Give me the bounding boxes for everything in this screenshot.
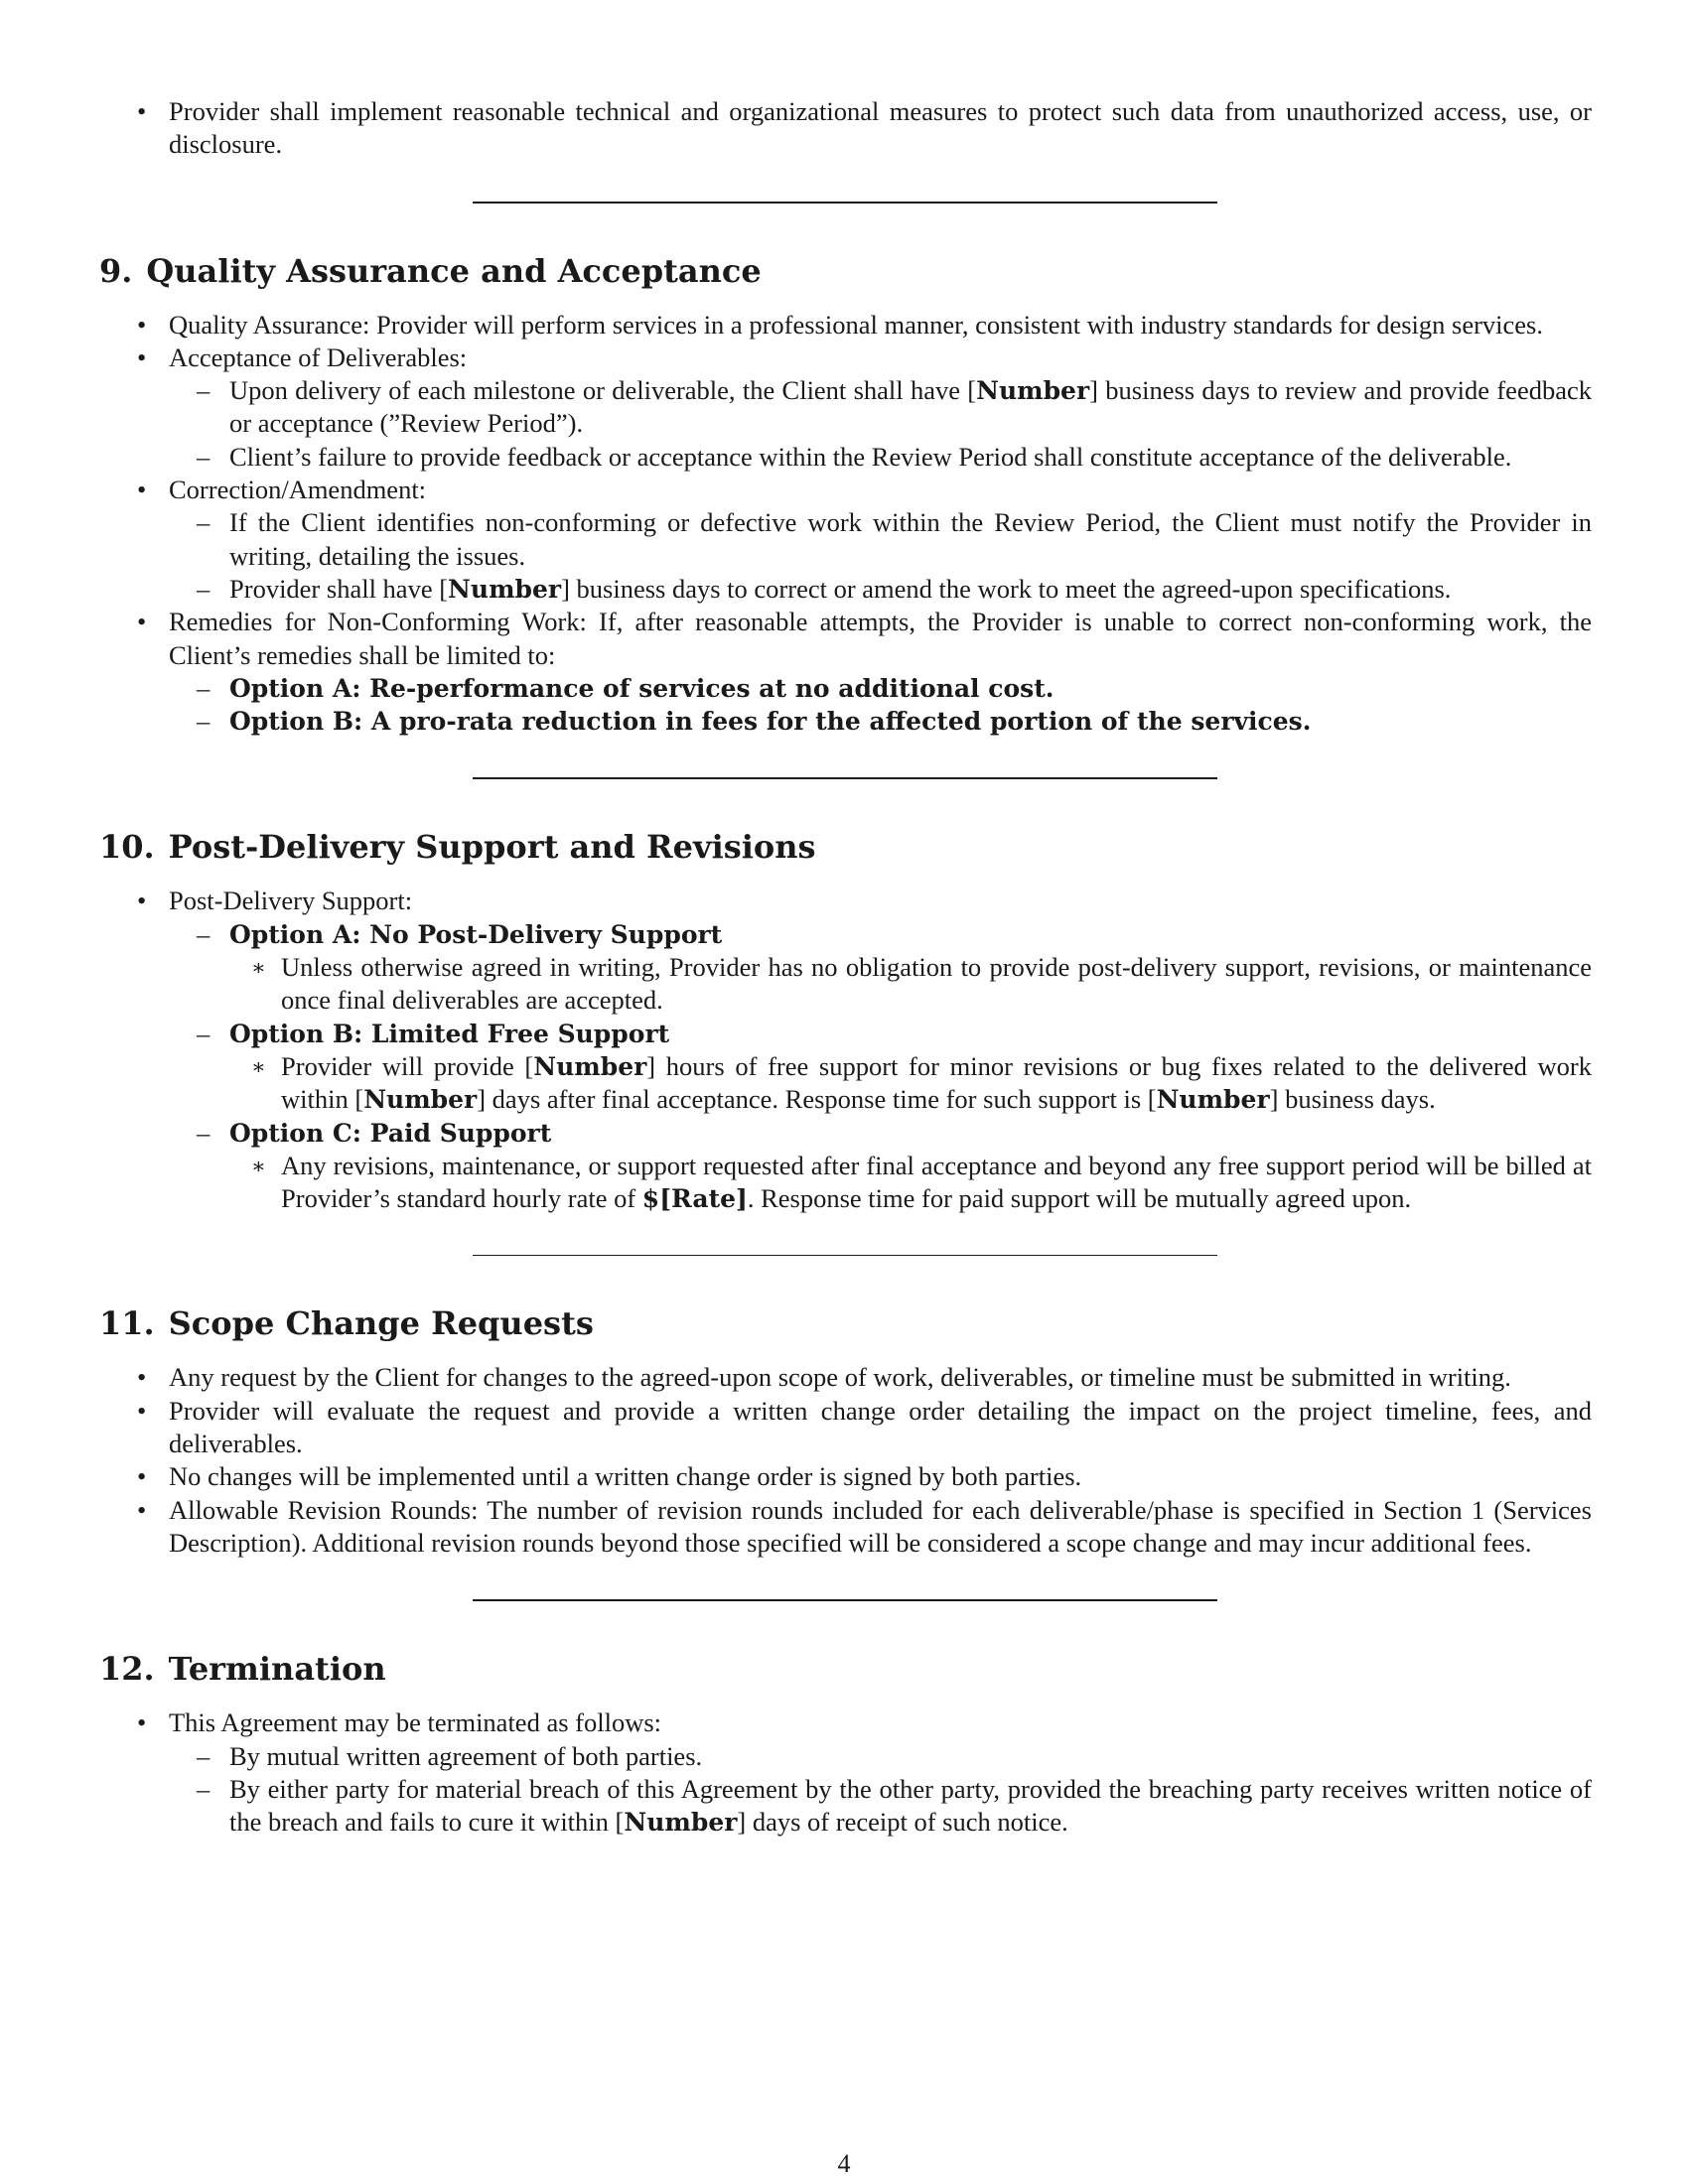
section-10-list — [99, 885, 1592, 1215]
list-item: • No changes will be implemented until a written change order is signed by both parties. — [99, 1460, 1592, 1493]
list-item: • Any request by the Client for changes to the agreed-upon scope of work, deliverables, or timeline must be submitted in writing. — [99, 1361, 1592, 1394]
section-11-heading: 11. Scope Change Requests — [99, 1304, 594, 1343]
list-item: • Quality Assurance: Provider will perform services in a professional manner, consistent with industry standards for design services. — [99, 309, 1592, 341]
document-page — [99, 95, 1592, 1839]
list-item: • Post-Delivery Support: – Option A: No Post-Delivery Support ∗ Unless otherwise agreed in writing, Provider has no obligation to provide post-delivery support, revisions, or maintenance once final deliverables are accepted. – Option B: Limited Free Support ∗ Provider will provide [Number] hours of free support for minor revisions or bug fixes related to the delivered work within [Number] days after final acceptance. Response time for such support is [Number] business days. – Option C: Paid Support ∗ Any revisions, maintenance, or support requested after final acceptance and beyond any free support period will be billed at Provider’s standard hourly rate of $[Rate]. Response time for paid support will be mutually agreed upon. — [99, 885, 1592, 1215]
section-9-heading: 9. Quality Assurance and Acceptance — [99, 251, 762, 290]
section-divider — [473, 1255, 1217, 1256]
list-item: • Allowable Revision Rounds: The number of revision rounds included for each deliverable/phase is specified in Section 1 (Services Description). Additional revision rounds beyond those specified will be considered a scope change and may incur additional fees. — [99, 1494, 1592, 1561]
list-item: – Upon delivery of each milestone or deliverable, the Client shall have [Number] business days to review and provide feedback or acceptance (”Review Period”). — [169, 374, 1592, 441]
list-item: – Option B: Limited Free Support ∗ Provider will provide [Number] hours of free support for minor revisions or bug fixes related to the delivered work within [Number] days after final acceptance. Response time for such support is [Number] business days. — [169, 1018, 1592, 1117]
list-item: – Option B: A pro-rata reduction in fees for the affected portion of the services. — [169, 705, 1592, 738]
intro-list — [99, 95, 1592, 162]
list-item: – Option C: Paid Support ∗ Any revisions, maintenance, or support requested after final acceptance and beyond any free support period will be billed at Provider’s standard hourly rate of $[Rate]. Response time for paid support will be mutually agreed upon. — [169, 1117, 1592, 1216]
list-item: – By either party for material breach of this Agreement by the other party, provided the breaching party receives written notice of the breach and fails to cure it within [Number] days of receipt of such notice. — [169, 1773, 1592, 1840]
section-12-heading: 12. Termination — [99, 1650, 386, 1689]
section-divider — [473, 202, 1217, 204]
page-number: 4 — [837, 2149, 851, 2178]
section-11-list — [99, 1361, 1592, 1560]
section-10-heading: 10. Post-Delivery Support and Revisions — [99, 828, 816, 867]
list-item: ∗ Provider will provide [Number] hours of free support for minor revisions or bug fixes related to the delivered work within [Number] days after final acceptance. Response time for such support is [Number] business days. — [229, 1050, 1592, 1117]
list-item: – By mutual written agreement of both parties. — [169, 1740, 1592, 1773]
list-item: – Option A: No Post-Delivery Support ∗ Unless otherwise agreed in writing, Provider has no obligation to provide post-delivery support, revisions, or maintenance once final deliverables are accepted. — [169, 918, 1592, 1018]
list-item: • This Agreement may be terminated as follows: – By mutual written agreement of both parties. – By either party for material breach of this Agreement by the other party, provided the breaching party receives written notice of the breach and fails to cure it within [Number] days of receipt of such notice. — [99, 1706, 1592, 1839]
list-item: – Client’s failure to provide feedback or acceptance within the Review Period shall constitute acceptance of the deliverable. — [169, 441, 1592, 474]
list-item: – Option A: Re-performance of services at no additional cost. — [169, 672, 1592, 705]
list-item: • Correction/Amendment: – If the Client identifies non-conforming or defective work within the Review Period, the Client must notify the Provider in writing, detailing the issues. – Provider shall have [Number] business days to correct or amend the work to meet the agreed-upon specifications. — [99, 474, 1592, 606]
section-divider — [473, 777, 1217, 779]
list-item: • Provider shall implement reasonable technical and organizational measures to protect such data from unauthorized access, use, or disclosure. — [99, 95, 1592, 162]
list-item: • Remedies for Non-Conforming Work: If, after reasonable attempts, the Provider is unable to correct non-conforming work, the Client’s remedies shall be limited to: – Option A: Re-performance of services at no additional cost. – Option B: A pro-rata reduction in fees for the affected portion of the services. — [99, 606, 1592, 738]
list-item: ∗ Any revisions, maintenance, or support requested after final acceptance and beyond any free support period will be billed at Provider’s standard hourly rate of $[Rate]. Response time for paid support will be mutually agreed upon. — [229, 1150, 1592, 1216]
list-item: – If the Client identifies non-conforming or defective work within the Review Period, the Client must notify the Provider in writing, detailing the issues. — [169, 506, 1592, 573]
list-item: – Provider shall have [Number] business days to correct or amend the work to meet the agreed-upon specifications. — [169, 573, 1592, 606]
section-12-list — [99, 1706, 1592, 1839]
list-item: • Provider will evaluate the request and provide a written change order detailing the impact on the project timeline, fees, and deliverables. — [99, 1395, 1592, 1461]
section-divider — [473, 1599, 1217, 1601]
list-item: • Acceptance of Deliverables: – Upon delivery of each milestone or deliverable, the Client shall have [Number] business days to review and provide feedback or acceptance (”Review Period”). – Client’s failure to provide feedback or acceptance within the Review Period shall constitute acceptance of the deliverable. — [99, 341, 1592, 474]
list-item: ∗ Unless otherwise agreed in writing, Provider has no obligation to provide post-delivery support, revisions, or maintenance once final deliverables are accepted. — [229, 951, 1592, 1018]
section-9-list — [99, 309, 1592, 739]
